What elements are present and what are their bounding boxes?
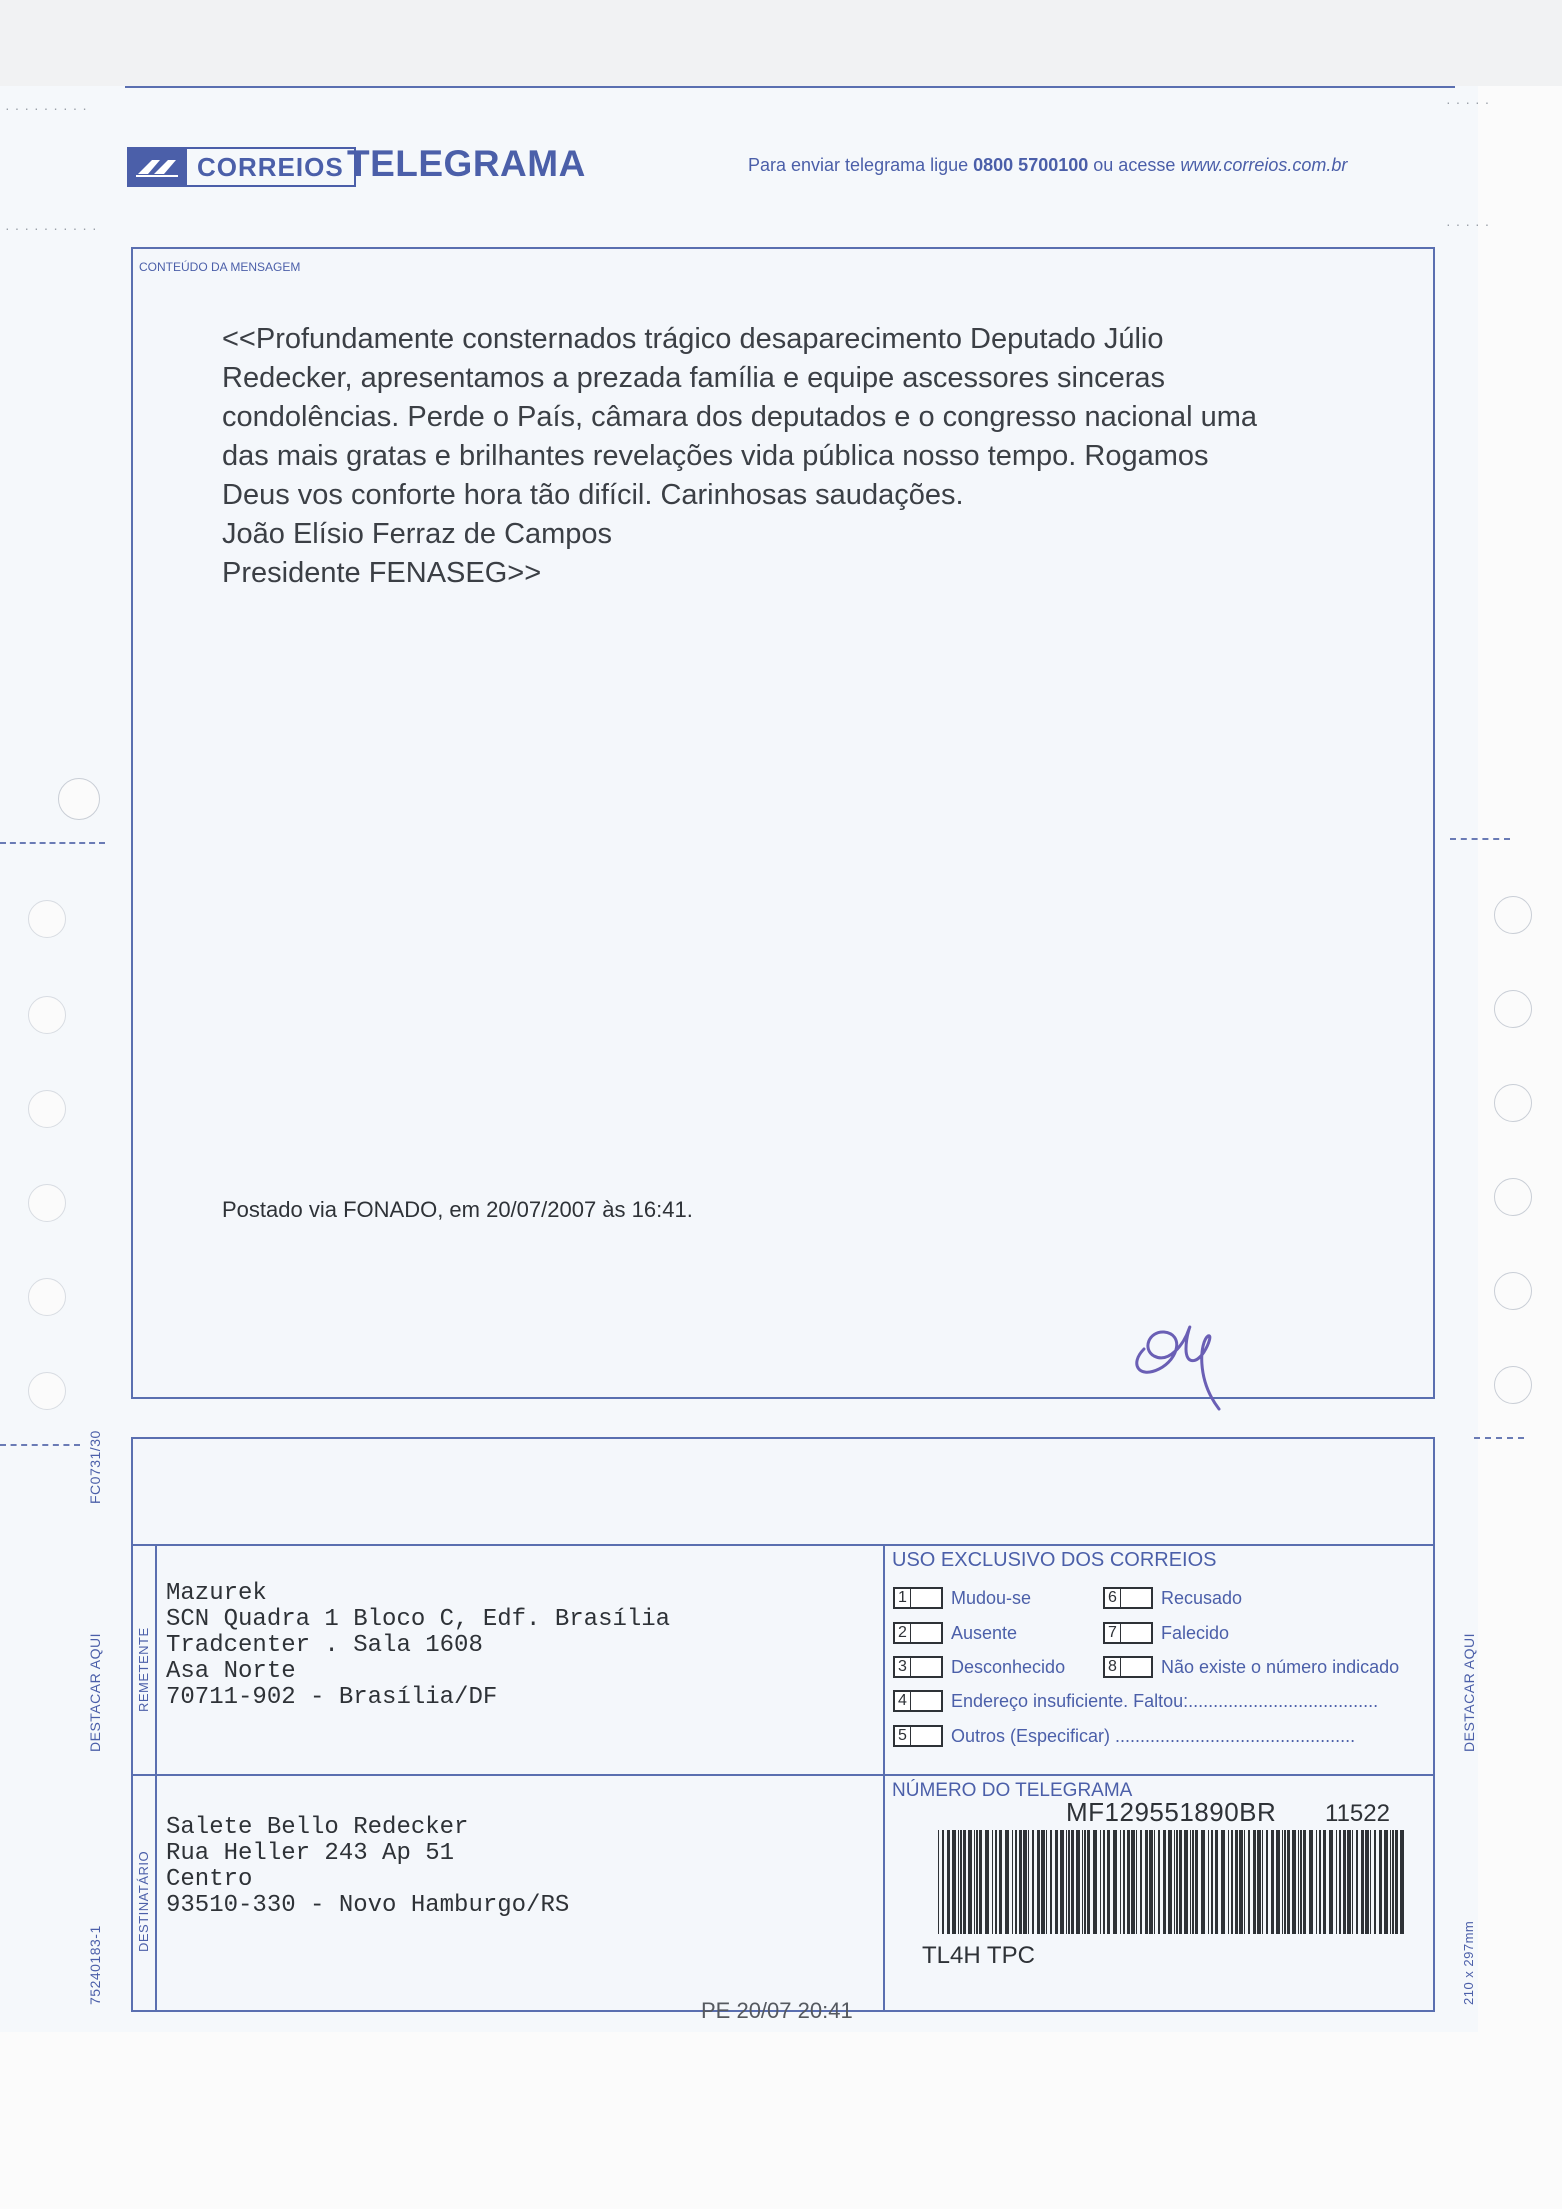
option-label: Ausente: [951, 1622, 1018, 1643]
option-ausente[interactable]: [893, 1622, 1017, 1644]
barcode-bar: [1253, 1830, 1256, 1934]
barcode-bar: [952, 1830, 956, 1934]
option-checkbox[interactable]: 4: [893, 1690, 943, 1712]
posted-info: Postado via FONADO, em 20/07/2007 às 16:41.: [222, 1197, 693, 1222]
barcode-bar: [968, 1830, 972, 1934]
option-outros[interactable]: [893, 1725, 1355, 1747]
sender-line: 70711-902 - Brasília/DF: [166, 1684, 498, 1711]
barcode-bar: [1298, 1830, 1299, 1934]
barcode-bar: [1282, 1830, 1283, 1934]
barcode-bar: [963, 1830, 966, 1934]
barcode-bar: [1284, 1830, 1286, 1934]
telegram-code-suffix: 11522: [1325, 1800, 1390, 1827]
barcode-bar: [1055, 1830, 1058, 1934]
phone-number: 0800 5700100: [973, 155, 1089, 175]
option-label: Mudou-se: [951, 1587, 1032, 1608]
barcode-bar: [1174, 1830, 1175, 1934]
option-endereco-insuficiente[interactable]: [893, 1690, 1378, 1712]
barcode-bar: [1060, 1830, 1064, 1934]
website-link[interactable]: www.correios.com.br: [1180, 155, 1348, 175]
barcode-bar: [1316, 1830, 1317, 1934]
punch-hole: [28, 1372, 66, 1410]
punch-hole: [58, 778, 100, 820]
recipient-line: Centro: [166, 1866, 253, 1893]
barcode-bar: [992, 1830, 993, 1934]
barcode-bar: [1343, 1830, 1346, 1934]
telegram-code: MF129551890BR: [1066, 1797, 1277, 1827]
barcode-bar: [1244, 1830, 1245, 1934]
barcode-bar: [1339, 1830, 1341, 1934]
barcode-bar: [1195, 1830, 1198, 1934]
barcode-bar: [1329, 1830, 1333, 1934]
divider: [131, 1544, 1433, 1546]
handwritten-signature: [1124, 1294, 1264, 1414]
barcode-bar: [1361, 1830, 1364, 1934]
barcode-bar: [1347, 1830, 1351, 1934]
barcode-bar: [1015, 1830, 1017, 1934]
left-bottom-code: 75240183-1: [87, 1925, 103, 2005]
message-line: condolências. Perde o País, câmara dos deputados e o congresso nacional uma: [222, 401, 1257, 433]
barcode-bar: [1184, 1830, 1188, 1934]
barcode-bar: [1019, 1830, 1022, 1934]
option-checkbox[interactable]: 7: [1103, 1622, 1153, 1644]
sender-line: Mazurek: [166, 1580, 267, 1607]
barcode-bar: [1176, 1830, 1178, 1934]
barcode-bar: [1068, 1830, 1070, 1934]
barcode-bar: [1352, 1830, 1353, 1934]
barcode-bar: [1087, 1830, 1090, 1934]
punch-hole: [1494, 1084, 1532, 1122]
sender-label: REMETENTE: [136, 1627, 151, 1712]
barcode-bar: [942, 1830, 944, 1934]
sender-line: SCN Quadra 1 Bloco C, Edf. Brasília: [166, 1606, 671, 1633]
recipient-line: 93510-330 - Novo Hamburgo/RS: [166, 1892, 570, 1919]
perforation-dots: ·····: [1446, 94, 1495, 110]
barcode-bar: [1201, 1830, 1205, 1934]
barcode-bar: [1071, 1830, 1074, 1934]
barcode-bar: [1303, 1830, 1306, 1934]
punch-hole: [28, 996, 66, 1034]
barcode-bar: [976, 1830, 978, 1934]
perforation-dots: ··········: [5, 220, 102, 236]
detach-line: [0, 842, 105, 844]
telegram-number-title: NÚMERO DO TELEGRAMA: [892, 1780, 1133, 1801]
divider: [131, 1774, 1433, 1776]
barcode-bar: [1292, 1830, 1296, 1934]
sender-address: [166, 1581, 670, 1711]
barcode-bar: [1127, 1830, 1130, 1934]
barcode-bar: [1050, 1830, 1052, 1934]
option-label: Desconhecido: [951, 1656, 1066, 1677]
barcode-bar: [1123, 1830, 1125, 1934]
detach-here-label: DESTACAR AQUI: [1461, 1632, 1477, 1752]
barcode-bar: [999, 1830, 1002, 1934]
detach-line: [1450, 838, 1510, 840]
option-nao-existe-numero[interactable]: [1103, 1656, 1399, 1678]
barcode-bar: [1163, 1830, 1166, 1934]
barcode-bar: [1093, 1830, 1097, 1934]
barcode-bar: [1211, 1830, 1213, 1934]
barcode-bar: [1392, 1830, 1394, 1934]
barcode-bar: [995, 1830, 997, 1934]
message-line: <<Profundamente consternados trágico desaparecimento Deputado Júlio: [222, 323, 1164, 355]
header-contact-info: [748, 155, 1347, 176]
left-top-code: FC0731/30: [87, 1430, 103, 1504]
barcode-bar: [1271, 1830, 1274, 1934]
sender-line: Asa Norte: [166, 1658, 296, 1685]
barcode-bar: [1037, 1830, 1040, 1934]
barcode-bar: [1076, 1830, 1080, 1934]
barcode-bar: [1257, 1830, 1261, 1934]
barcode-bar: [1154, 1830, 1155, 1934]
barcode-bar: [1266, 1830, 1268, 1934]
barcode: [938, 1830, 1408, 1934]
message-body: [222, 320, 1382, 593]
barcode-bar: [1384, 1830, 1388, 1934]
info-mid: ou acesse: [1093, 155, 1176, 175]
option-checkbox[interactable]: 2: [893, 1622, 943, 1644]
perforation-dots: ·····: [1446, 216, 1495, 232]
barcode-bar: [1239, 1830, 1243, 1934]
divider: [155, 1544, 157, 2010]
barcode-bar: [960, 1830, 962, 1934]
barcode-bar: [1131, 1830, 1135, 1934]
barcode-bar: [1023, 1830, 1027, 1934]
barcode-bar: [974, 1830, 975, 1934]
option-checkbox[interactable]: 8: [1103, 1656, 1153, 1678]
barcode-bar: [1215, 1830, 1218, 1934]
barcode-bar: [947, 1830, 950, 1934]
punch-hole: [1494, 1272, 1532, 1310]
barcode-bar: [985, 1830, 989, 1934]
barcode-bar: [1276, 1830, 1280, 1934]
barcode-bar: [1179, 1830, 1182, 1934]
punch-hole: [1494, 1178, 1532, 1216]
barcode-bar: [1041, 1830, 1045, 1934]
barcode-bar: [1248, 1830, 1250, 1934]
barcode-bar: [1145, 1830, 1148, 1934]
barcode-bar: [1323, 1830, 1326, 1934]
barcode-bar: [1012, 1830, 1013, 1934]
uso-exclusivo-title: USO EXCLUSIVO DOS CORREIOS: [892, 1549, 1217, 1571]
info-prefix: Para enviar telegrama ligue: [748, 155, 969, 175]
barcode-bar: [1365, 1830, 1369, 1934]
barcode-bar: [1192, 1830, 1194, 1934]
barcode-bar: [1149, 1830, 1153, 1934]
barcode-bar: [1390, 1830, 1391, 1934]
option-falecido[interactable]: [1103, 1622, 1229, 1644]
recipient-label: DESTINATÁRIO: [136, 1850, 151, 1952]
postmark-stamp: PE 20/07 20:41: [701, 1998, 853, 2023]
barcode-bar: [1005, 1830, 1009, 1934]
punch-hole: [1494, 896, 1532, 934]
page-top-strip: [0, 0, 1562, 86]
punch-hole: [1494, 1366, 1532, 1404]
barcode-bar: [1395, 1830, 1398, 1934]
barcode-bar: [1231, 1830, 1233, 1934]
barcode-bar: [1228, 1830, 1229, 1934]
option-checkbox[interactable]: 5: [893, 1725, 943, 1747]
barcode-bar: [1120, 1830, 1121, 1934]
barcode-bar: [1370, 1830, 1371, 1934]
option-label: Outros (Especificar) ................................................: [951, 1725, 1356, 1746]
barcode-bar: [1374, 1830, 1376, 1934]
barcode-bar: [1032, 1830, 1034, 1934]
message-line: João Elísio Ferraz de Campos: [222, 518, 613, 550]
correios-logo-icon: [127, 147, 187, 187]
barcode-bar: [1158, 1830, 1160, 1934]
barcode-bar: [979, 1830, 982, 1934]
barcode-bar: [1379, 1830, 1382, 1934]
option-mudou-se[interactable]: [893, 1587, 1031, 1609]
barcode-bar: [1356, 1830, 1358, 1934]
barcode-bar: [938, 1830, 939, 1934]
option-label: Endereço insuficiente. Faltou:......................................: [951, 1690, 1379, 1711]
recipient-line: Rua Heller 243 Ap 51: [166, 1840, 455, 1867]
barcode-bar: [1336, 1830, 1337, 1934]
tracking-code: TL4H TPC: [922, 1942, 1035, 1969]
option-recusado[interactable]: [1103, 1587, 1242, 1609]
message-line: das mais gratas e brilhantes revelações vida pública nosso tempo. Rogamos: [222, 440, 1209, 472]
option-checkbox[interactable]: 6: [1103, 1587, 1153, 1609]
sender-line: Tradcenter . Sala 1608: [166, 1632, 483, 1659]
barcode-bar: [1287, 1830, 1290, 1934]
option-label: Recusado: [1161, 1587, 1243, 1608]
barcode-bar: [958, 1830, 959, 1934]
barcode-bar: [1300, 1830, 1302, 1934]
recipient-line: Salete Bello Redecker: [166, 1814, 469, 1841]
punch-hole: [28, 900, 66, 938]
paper-size-label: 210 x 297mm: [1461, 1920, 1476, 2005]
barcode-bar: [1262, 1830, 1263, 1934]
punch-hole: [28, 1278, 66, 1316]
option-desconhecido[interactable]: [893, 1656, 1065, 1678]
barcode-bar: [1136, 1830, 1137, 1934]
recipient-address: [166, 1815, 569, 1919]
barcode-bar: [1309, 1830, 1313, 1934]
barcode-bar: [1221, 1830, 1225, 1934]
barcode-bar: [1319, 1830, 1321, 1934]
punch-hole: [28, 1184, 66, 1222]
barcode-bar: [1400, 1830, 1404, 1934]
barcode-bar: [1046, 1830, 1047, 1934]
barcode-bar: [1082, 1830, 1083, 1934]
option-label: Não existe o número indicado: [1161, 1656, 1400, 1677]
divider: [883, 1544, 885, 2010]
option-checkbox[interactable]: 3: [893, 1656, 943, 1678]
punch-hole: [1494, 990, 1532, 1028]
logo-text: CORREIOS: [187, 147, 356, 187]
barcode-bar: [1084, 1830, 1086, 1934]
barcode-bar: [1140, 1830, 1142, 1934]
message-line: Deus vos conforte hora tão difícil. Carinhosas saudações.: [222, 479, 964, 511]
detach-line: [0, 1444, 80, 1446]
document-title: TELEGRAMA: [347, 143, 586, 184]
correios-logo: [127, 147, 356, 187]
barcode-bar: [1103, 1830, 1105, 1934]
perforation-dots: ·········: [5, 100, 92, 116]
barcode-bar: [1066, 1830, 1067, 1934]
barcode-bar: [1113, 1830, 1117, 1934]
barcode-bar: [1028, 1830, 1029, 1934]
punch-hole: [28, 1090, 66, 1128]
message-label: CONTEÚDO DA MENSAGEM: [139, 260, 301, 274]
detach-here-label: DESTACAR AQUI: [87, 1632, 103, 1752]
message-line: Presidente FENASEG>>: [222, 557, 542, 589]
option-label: Falecido: [1161, 1622, 1230, 1643]
barcode-bar: [1100, 1830, 1101, 1934]
message-line: Redecker, apresentamos a prezada família e equipe ascessores sinceras: [222, 362, 1166, 394]
barcode-bar: [1190, 1830, 1191, 1934]
barcode-bar: [1107, 1830, 1110, 1934]
option-checkbox[interactable]: 1: [893, 1587, 943, 1609]
barcode-bar: [1235, 1830, 1238, 1934]
top-rule: [125, 86, 1455, 88]
barcode-bar: [1208, 1830, 1209, 1934]
detach-line: [1474, 1437, 1524, 1439]
barcode-bar: [1168, 1830, 1172, 1934]
